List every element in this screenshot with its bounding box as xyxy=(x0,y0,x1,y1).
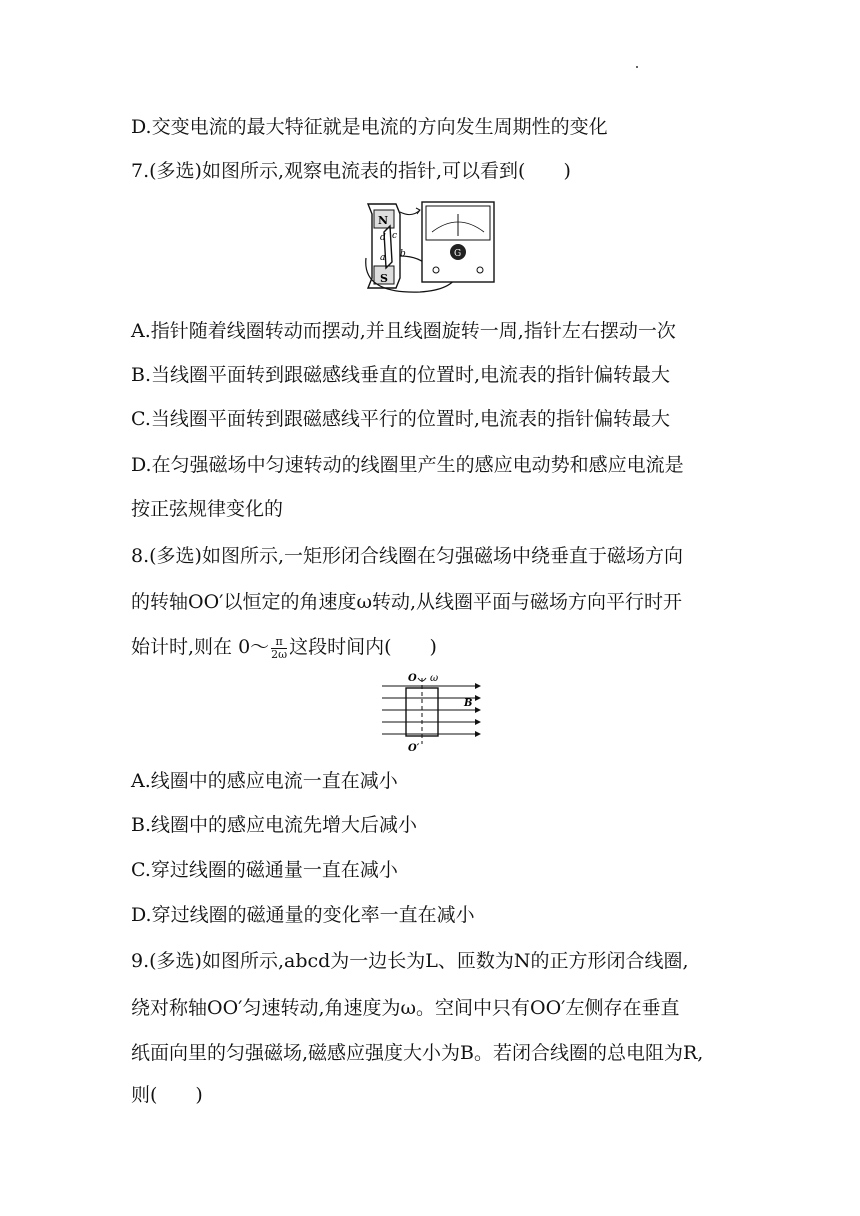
q8-text-post: 这段时间内( ) xyxy=(289,636,437,658)
coil-field-figure xyxy=(380,672,484,754)
question-8-cont2 xyxy=(131,634,437,661)
option-8c: C.穿过线圈的磁通量一直在减小 xyxy=(131,859,398,881)
label-g: G xyxy=(454,249,462,259)
question-9: 9.(多选)如图所示,abcd为一边长为L、匝数为N的正方形闭合线圈, xyxy=(131,950,689,972)
label-o: O xyxy=(408,673,417,684)
option-7a: A.指针随着线圈转动而摆动,并且线圈旋转一周,指针左右摆动一次 xyxy=(131,320,676,342)
option-8a: A.线圈中的感应电流一直在减小 xyxy=(131,770,398,792)
question-7: 7.(多选)如图所示,观察电流表的指针,可以看到( ) xyxy=(131,160,571,182)
generator-figure xyxy=(360,196,500,296)
option-6d: D.交变电流的最大特征就是电流的方向发生周期性的变化 xyxy=(131,116,608,138)
fraction-den: 2ω xyxy=(271,647,288,661)
option-7d-cont: 按正弦规律变化的 xyxy=(131,498,284,520)
option-8b: B.线圈中的感应电流先增大后减小 xyxy=(131,814,418,836)
option-7c: C.当线圈平面转到跟磁感线平行的位置时,电流表的指针偏转最大 xyxy=(131,408,670,430)
label-o-prime: O′ xyxy=(408,743,420,754)
label-a: a xyxy=(380,253,386,263)
q8-text-pre: 始计时,则在 0～ xyxy=(131,636,270,658)
question-9-cont3: 则( ) xyxy=(131,1084,203,1106)
label-d: d xyxy=(380,233,386,243)
page-dot xyxy=(636,66,638,68)
option-7b: B.当线圈平面转到跟磁感线垂直的位置时,电流表的指针偏转最大 xyxy=(131,364,671,386)
label-omega: ω xyxy=(430,673,439,684)
question-9-cont: 绕对称轴OO′匀速转动,角速度为ω。空间中只有OO′左侧存在垂直 xyxy=(131,997,680,1019)
option-7d: D.在匀强磁场中匀速转动的线圈里产生的感应电动势和感应电流是 xyxy=(131,454,684,476)
question-9-cont2: 纸面向里的匀强磁场,磁感应强度大小为B。若闭合线圈的总电阻为R, xyxy=(131,1042,704,1064)
question-8: 8.(多选)如图所示,一矩形闭合线圈在匀强磁场中绕垂直于磁场方向 xyxy=(131,545,683,567)
field-lines xyxy=(382,686,480,734)
fraction-num: π xyxy=(271,636,287,649)
option-8d: D.穿过线圈的磁通量的变化率一直在减小 xyxy=(131,904,475,926)
label-b-field: B xyxy=(464,698,473,709)
label-s: S xyxy=(380,272,388,285)
label-b: b xyxy=(400,249,406,259)
question-8-cont: 的转轴OO′以恒定的角速度ω转动,从线圈平面与磁场方向平行时开 xyxy=(131,591,683,613)
fraction xyxy=(271,636,287,661)
label-n: N xyxy=(378,214,389,227)
label-c: c xyxy=(392,231,398,241)
